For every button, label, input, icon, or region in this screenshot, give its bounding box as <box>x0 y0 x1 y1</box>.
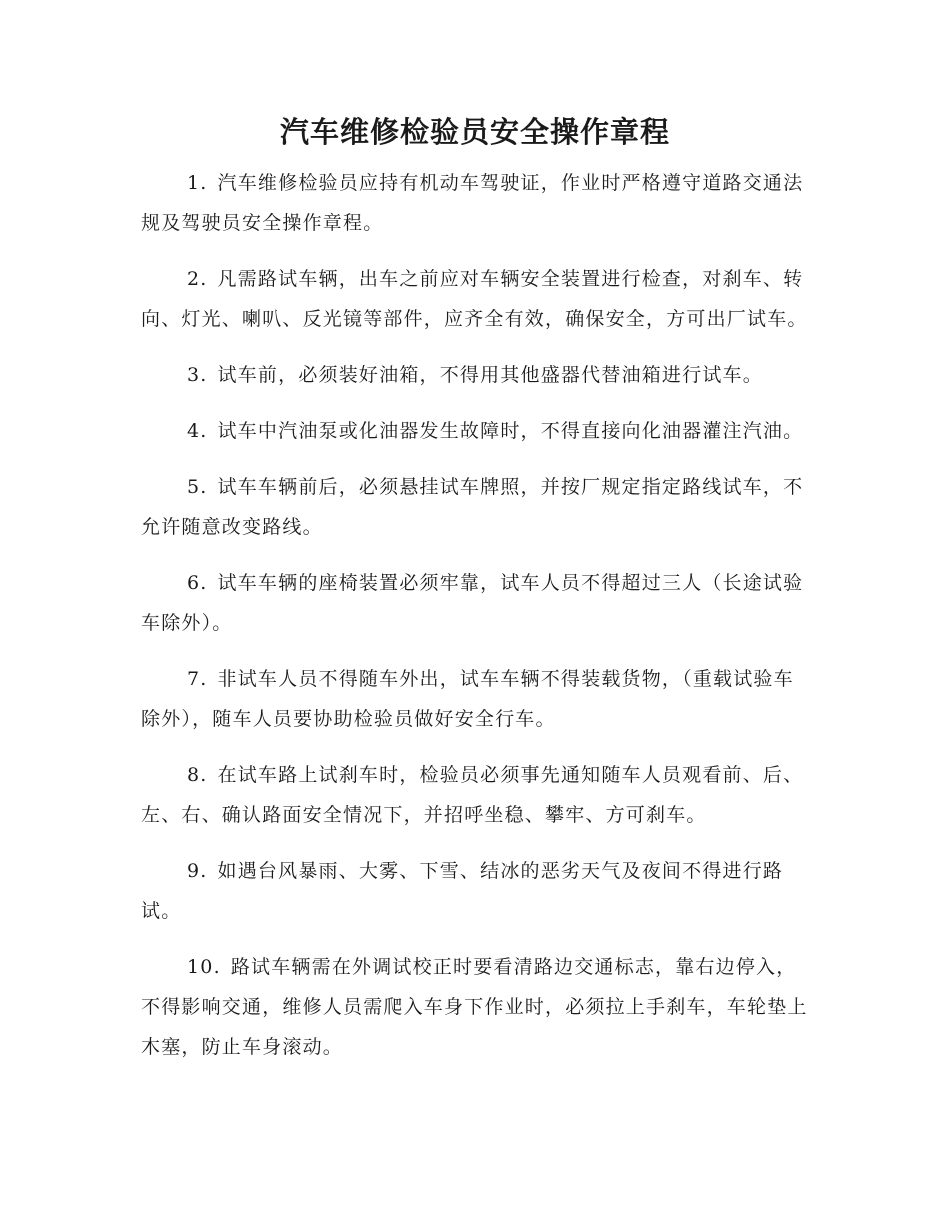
regulation-item-1 <box>141 163 811 243</box>
item-text: 路试车辆需在外调试校正时要看清路边交通标志，靠右边停入，不得影响交通，维修人员需爬入车身下作业时，必须拉上手刹车，车轮垫上木塞，防止车身滚动。 <box>141 956 808 1058</box>
item-text: 如遇台风暴雨、大雾、下雪、结冰的恶劣天气及夜间不得进行路试。 <box>141 860 784 922</box>
item-text: 非试车人员不得随车外出，试车车辆不得装载货物，（重载试验车除外），随车人员要协助检验员做好安全行车。 <box>141 668 794 730</box>
item-number: 5. <box>187 476 208 498</box>
item-text: 汽车维修检验员应持有机动车驾驶证，作业时严格遵守道路交通法规及驾驶员安全操作章程。 <box>141 172 804 234</box>
item-number: 9. <box>187 860 208 882</box>
item-text: 在试车路上试刹车时，检验员必须事先通知随车人员观看前、后、左、右、确认路面安全情况下，并招呼坐稳、攀牢、方可刹车。 <box>141 764 804 826</box>
item-text: 试车中汽油泵或化油器发生故障时，不得直接向化油器灌注汽油。 <box>217 420 804 442</box>
item-number: 4. <box>187 420 208 442</box>
regulation-item-6 <box>141 563 811 643</box>
regulation-list <box>141 163 811 1083</box>
item-number: 8. <box>187 764 208 786</box>
item-number: 2. <box>187 268 208 290</box>
item-number: 7. <box>187 668 208 690</box>
regulation-item-2 <box>141 259 811 339</box>
regulation-item-7 <box>141 659 811 739</box>
page-title: 汽车维修检验员安全操作章程 <box>279 115 670 149</box>
item-number: 3. <box>187 364 208 386</box>
regulation-item-9 <box>141 851 811 931</box>
item-number: 6. <box>187 572 208 594</box>
item-text: 试车车辆的座椅装置必须牢靠，试车人员不得超过三人（长途试验车除外）。 <box>141 572 804 634</box>
regulation-item-10 <box>141 947 811 1067</box>
item-number: 10. <box>187 956 221 978</box>
item-text: 凡需路试车辆，出车之前应对车辆安全装置进行检查，对刹车、转向、灯光、喇叭、反光镜等部件，应齐全有效，确保安全，方可出厂试车。 <box>141 268 808 330</box>
regulation-item-3 <box>141 355 811 395</box>
regulation-item-5 <box>141 467 811 547</box>
item-text: 试车前，必须装好油箱，不得用其他盛器代替油箱进行试车。 <box>217 364 763 386</box>
item-number: 1. <box>187 172 208 194</box>
regulation-item-4 <box>141 411 811 451</box>
item-text: 试车车辆前后，必须悬挂试车牌照，并按厂规定指定路线试车，不允许随意改变路线。 <box>141 476 804 538</box>
regulation-item-8 <box>141 755 811 835</box>
